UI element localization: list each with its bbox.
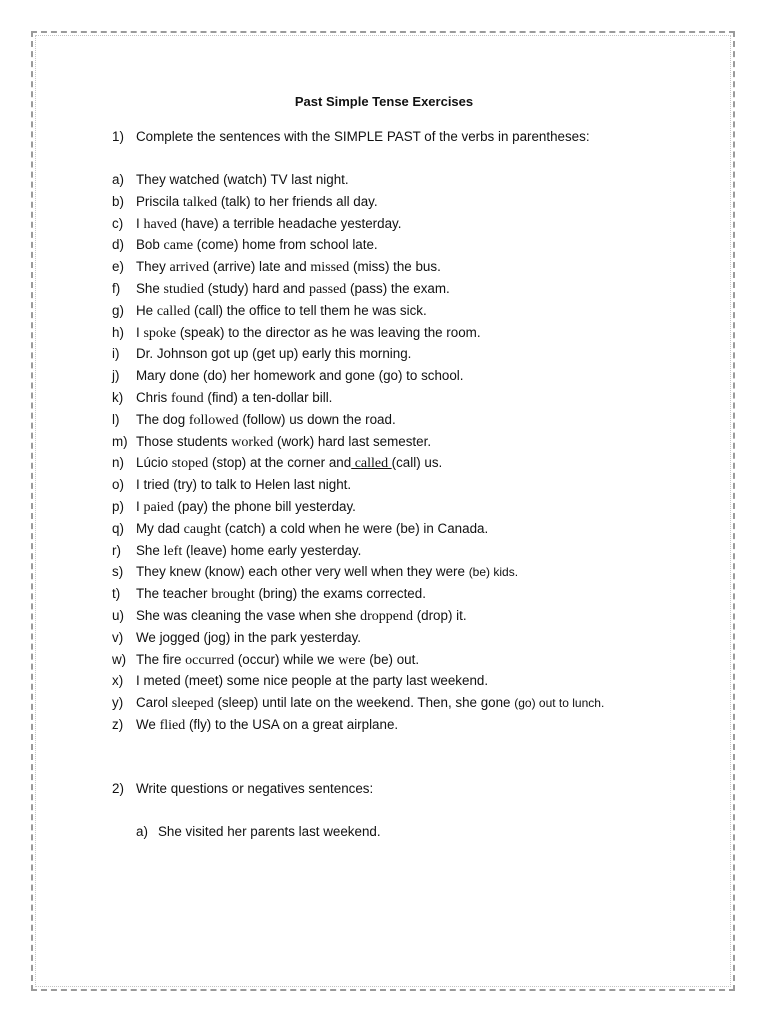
item-text: were <box>338 652 366 668</box>
item-text: (drop) it. <box>412 607 467 623</box>
section-1-number: 1) <box>112 129 124 144</box>
item-text: The dog <box>136 411 189 427</box>
exercise-item <box>112 411 604 433</box>
item-text: brought <box>211 587 255 603</box>
item-text: spoke <box>143 325 177 341</box>
item-text: They watched (watch) TV last night. <box>136 172 349 187</box>
item-text: (come) home from school late. <box>193 237 378 253</box>
item-text: (find) a ten-dollar bill. <box>203 389 333 405</box>
exercise-item <box>112 672 604 694</box>
item-text: missed <box>310 260 350 276</box>
page-title: Past Simple Tense Exercises <box>294 94 474 109</box>
item-text: studied <box>163 281 204 297</box>
item-letter: y) <box>112 695 124 711</box>
item-text: They knew (know) each other very well when they were <box>136 564 469 580</box>
exercise-item <box>112 193 604 215</box>
exercise-item <box>112 585 604 607</box>
item-text: My dad <box>136 520 184 536</box>
exercise-item <box>112 476 604 498</box>
item-text: flied <box>159 717 186 733</box>
item-text: worked <box>231 434 274 450</box>
item-text: followed <box>188 412 239 428</box>
item-text: (study) hard and <box>204 280 309 296</box>
item-text: I <box>136 498 144 514</box>
section-2-number: 2) <box>112 781 124 796</box>
exercise-item <box>112 171 604 193</box>
item-text: (stop) at the corner and <box>208 455 352 471</box>
item-text: I meted (meet) some nice people at the party last weekend. <box>136 673 489 689</box>
item-text: (sleep) until late on the weekend. Then, she gone <box>213 695 515 711</box>
item-text: We jogged (jog) in the park yesterday. <box>136 629 362 645</box>
exercise-item <box>112 236 604 258</box>
item-text: The teacher <box>136 586 212 602</box>
item-letter: p) <box>112 498 124 514</box>
item-text: I <box>136 215 144 231</box>
item-text: called <box>351 456 392 472</box>
item-text: We <box>136 716 160 732</box>
item-letter: v) <box>112 629 124 645</box>
item-letter: z) <box>112 716 124 732</box>
item-letter: g) <box>112 302 124 318</box>
item-text: called <box>156 303 191 319</box>
item-letter: u) <box>112 607 124 623</box>
item-letter: j) <box>112 368 120 384</box>
section-2-instruction: Write questions or negatives sentences: <box>136 781 374 796</box>
item-text: found <box>170 390 204 406</box>
item-letter: w) <box>112 651 127 667</box>
item-letter: h) <box>112 324 124 340</box>
item-text: The fire <box>136 651 186 667</box>
item-text: (be) out. <box>365 651 420 667</box>
item-text: (call) us. <box>391 455 443 471</box>
item-letter: f) <box>112 280 121 296</box>
item-text: (occur) while we <box>234 651 339 667</box>
item-text: (follow) us down the road. <box>238 411 396 427</box>
item-text: sleeped <box>171 696 214 712</box>
item-text: Those students <box>136 433 232 449</box>
item-text: (call) the office to tell them he was sick. <box>190 302 427 318</box>
item-letter: n) <box>112 455 124 471</box>
exercise-item <box>112 694 604 716</box>
item-text: droppend <box>360 608 413 624</box>
item-text: (bring) the exams corrected. <box>254 586 426 602</box>
item-text: Carol <box>136 695 172 711</box>
exercise-item <box>112 716 604 738</box>
exercise-item <box>112 302 604 324</box>
exercise-item <box>112 629 604 651</box>
exercise-item <box>112 542 604 564</box>
exercise-item <box>112 345 604 367</box>
item-letter: a) <box>112 172 124 187</box>
exercise-item <box>112 498 604 520</box>
item-letter: a) <box>136 824 148 839</box>
item-text: She <box>136 542 164 558</box>
exercise-item <box>112 367 604 389</box>
item-text: Chris <box>136 389 171 405</box>
item-text: (miss) the bus. <box>349 259 441 275</box>
item-text: Mary done (do) her homework and gone (go) to school. <box>136 368 464 384</box>
exercise-item <box>112 258 604 280</box>
exercise-item <box>112 454 604 476</box>
item-text: Priscila <box>136 193 183 209</box>
item-letter: r) <box>112 542 121 558</box>
item-text: (fly) to the USA on a great airplane. <box>185 716 399 732</box>
section-2-heading <box>112 781 373 796</box>
exercise-item <box>112 651 604 673</box>
item-letter: s) <box>112 564 124 580</box>
item-text: left <box>163 543 183 559</box>
item-text: (be) kids. <box>468 565 519 580</box>
item-letter: c) <box>112 215 124 231</box>
item-text: caught <box>183 521 221 537</box>
item-text: They <box>136 259 170 275</box>
item-text: (pass) the exam. <box>346 280 450 296</box>
item-letter: l) <box>112 411 120 427</box>
item-text: (have) a terrible headache yesterday. <box>176 215 402 231</box>
item-letter: x) <box>112 673 124 689</box>
section-2-item <box>136 824 381 839</box>
item-text: (work) hard last semester. <box>273 433 432 449</box>
item-letter: k) <box>112 389 124 405</box>
item-text: (catch) a cold when he were (be) in Canada. <box>220 520 489 536</box>
item-letter: m) <box>112 433 128 449</box>
item-letter: i) <box>112 346 120 362</box>
item-text: She <box>136 280 164 296</box>
exercise-list <box>112 171 604 738</box>
item-text: arrived <box>169 260 210 276</box>
item-letter: q) <box>112 520 124 536</box>
item-text: (go) out to lunch. <box>514 696 605 711</box>
item-text: (arrive) late and <box>209 259 311 275</box>
item-text: (speak) to the director as he was leaving the room. <box>176 324 481 340</box>
item-letter: b) <box>112 193 124 209</box>
exercise-item <box>112 389 604 411</box>
item-text: Dr. Johnson got up (get up) early this morning. <box>136 346 412 362</box>
item-text: Bob <box>136 237 164 253</box>
item-text: came <box>163 238 194 254</box>
item-letter: d) <box>112 237 124 253</box>
exercise-item <box>112 324 604 346</box>
exercise-item <box>112 520 604 542</box>
item-letter: t) <box>112 586 121 602</box>
item-letter: o) <box>112 477 124 493</box>
item-text: I <box>136 324 144 340</box>
exercise-item <box>112 433 604 455</box>
item-text: (talk) to her friends all day. <box>217 193 378 209</box>
exercise-item <box>112 215 604 237</box>
item-text: She was cleaning the vase when she <box>136 607 361 623</box>
item-letter: e) <box>112 259 124 275</box>
item-text: talked <box>182 194 218 210</box>
exercise-item <box>112 280 604 302</box>
item-text: paied <box>143 499 174 515</box>
item-text: She visited her parents last weekend. <box>158 824 381 839</box>
exercise-item <box>112 607 604 629</box>
section-1-instruction: Complete the sentences with the SIMPLE PAST of the verbs in parentheses: <box>136 129 590 144</box>
item-text: passed <box>308 281 347 297</box>
item-text: (pay) the phone bill yesterday. <box>173 498 356 514</box>
item-text: He <box>136 302 157 318</box>
item-text: Lúcio <box>136 455 172 471</box>
item-text: (leave) home early yesterday. <box>182 542 362 558</box>
item-text: I tried (try) to talk to Helen last night. <box>136 477 352 493</box>
exercise-item <box>112 563 604 585</box>
item-text: occurred <box>185 652 235 668</box>
item-text: haved <box>143 216 177 232</box>
section-1-heading <box>112 129 590 144</box>
item-text: stoped <box>171 456 209 472</box>
